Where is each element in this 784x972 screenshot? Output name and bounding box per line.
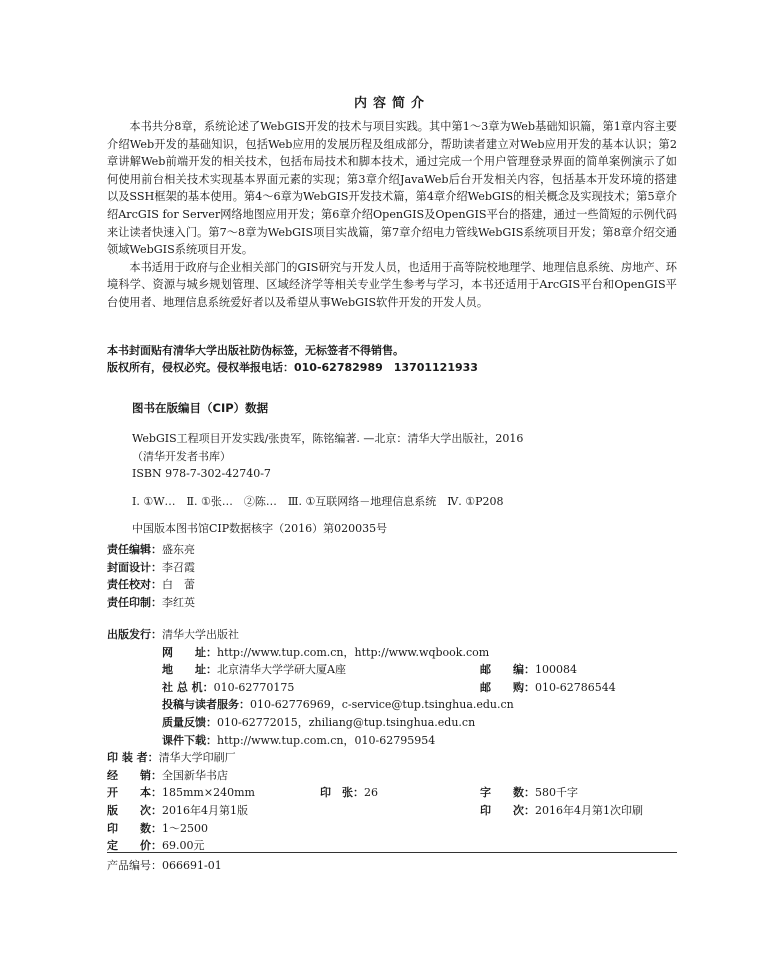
edition-value: 2016年4月第1版 — [162, 803, 248, 817]
publisher-row — [107, 626, 677, 644]
editor-value: 白 蕾 — [162, 578, 195, 591]
edition-label: 版 次： — [107, 803, 162, 817]
editor-label: 封面设计： — [107, 560, 162, 574]
cip-line-isbn: ISBN 978-7-302-42740-7 — [132, 467, 271, 480]
cip-line-record: 中国版本图书馆CIP数据核字（2016）第020035号 — [132, 522, 388, 535]
format-label: 开 本： — [107, 786, 162, 800]
address-label: 地 址： — [162, 663, 217, 677]
printer-row — [107, 749, 677, 767]
format-value: 185mm×240mm — [162, 786, 255, 800]
copies-row — [107, 820, 677, 838]
editor-value: 李红英 — [162, 595, 195, 609]
sheet-value: 26 — [364, 786, 378, 800]
distributor-row — [107, 767, 677, 785]
editor-value: 李召霞 — [162, 560, 195, 574]
switchboard-row — [107, 679, 677, 697]
courseware-row — [107, 732, 677, 750]
edition-row — [107, 802, 677, 820]
quality-feedback-label: 质量反馈： — [162, 715, 217, 729]
editor-row — [107, 576, 195, 594]
website-label: 网 址： — [162, 645, 217, 659]
copyright-hotline: 版权所有，侵权必究。侵权举报电话：010-62782989 13701121933 — [107, 361, 478, 374]
editor-label: 责任校对： — [107, 578, 162, 591]
editor-label: 责任印制： — [107, 595, 162, 609]
quality-feedback-row — [107, 714, 677, 732]
editor-row — [107, 541, 195, 559]
cip-title: 图书在版编目（CIP）数据 — [132, 401, 269, 415]
copyright-notice — [107, 342, 677, 376]
publisher-label: 出版发行： — [107, 628, 162, 641]
switchboard-value: 010-62770175 — [213, 680, 295, 694]
courseware-label: 课件下载： — [162, 733, 217, 747]
intro-paragraph-2: 本书适用于政府与企业相关部门的GIS研究与开发人员，也适用于高等院校地理学、地理信息系统、房地产、环境科学、资源与城乡规划管理、区域经济学等相关专业学生参考与学习，本书还适用于ArcGIS平台和OpenGIS平台使用者、地理信息系统爱好者以及希望从事WebGIS软件开发的开发人员。 — [107, 260, 677, 309]
editor-label: 责任编辑： — [107, 543, 162, 556]
editor-row — [107, 559, 195, 577]
printer-value: 清华大学印刷厂 — [158, 751, 236, 765]
distributor-label: 经 销： — [107, 768, 162, 782]
sheet-label: 印 张： — [320, 786, 364, 800]
website-value: http://www.tup.com.cn，http://www.wqbook.com — [217, 645, 490, 659]
anti-counterfeit-notice: 本书封面贴有清华大学出版社防伪标签，无标签者不得销售。 — [107, 344, 404, 357]
distributor-value: 全国新华书店 — [162, 768, 228, 782]
printer-label: 印 装 者： — [107, 751, 159, 765]
cip-block — [132, 400, 677, 538]
copies-value: 1～2500 — [162, 821, 208, 835]
cip-line-title: WebGIS工程项目开发实践/张贵军，陈铭编著. —北京：清华大学出版社，2016 — [132, 432, 524, 445]
quality-feedback-value: 010-62772015，zhiliang@tup.tsinghua.edu.cn — [217, 715, 476, 729]
editors-block — [107, 541, 195, 611]
publication-info — [107, 626, 677, 855]
reader-service-label: 投稿与读者服务： — [162, 698, 250, 712]
word-count-value: 580千字 — [535, 786, 578, 800]
divider — [107, 852, 677, 853]
intro-section — [107, 118, 677, 312]
address-value: 北京清华大学学研大厦A座 — [217, 663, 346, 677]
editor-row — [107, 594, 195, 612]
impression-value: 2016年4月第1次印刷 — [535, 803, 643, 817]
price-label: 定 价： — [107, 839, 162, 853]
zip-label: 邮 编： — [480, 663, 535, 677]
impression-label: 印 次： — [480, 803, 535, 817]
page-title: 内容简介 — [353, 96, 430, 111]
editor-value: 盛东亮 — [162, 543, 195, 556]
reader-service-value: 010-62776969，c-service@tup.tsinghua.edu.cn — [250, 698, 514, 712]
copies-label: 印 数： — [107, 821, 162, 835]
address-row — [107, 661, 677, 679]
cip-line-series: （清华开发者书库） — [132, 449, 231, 463]
intro-paragraph-1: 本书共分8章，系统论述了WebGIS开发的技术与项目实践。其中第1～3章为Web基础知识篇，第1章内容主要介绍Web开发的基础知识，包括Web应用的发展历程及组成部分，帮助读者建立对Web应用开发的基本认识；第2章讲解Web前端开发的相关技术，包括布局技术和脚本技术，通过完成一个用户管理登录界面的简单案例演示了如何使用前台相关技术实现基本界面元素的实现；第3章介绍JavaWeb后台开发相关内容，包括基本开发环境的搭建以及SSH框架的基本使用。第4～6章为WebGIS开发技术篇，第4章介绍WebGIS的相关概念及实现技术；第5章介绍ArcGIS for Server网络地图应用开发；第6章介绍OpenGIS及OpenGIS平台的搭建，通过一些简短的示例代码来让读者快速入门。第7～8章为WebGIS项目实战篇，第7章介绍电力管线WebGIS系统项目开发；第8章介绍交通领域WebGIS系统项目开发。 — [107, 120, 677, 257]
word-count-label: 字 数： — [480, 786, 535, 800]
publisher-name: 清华大学出版社 — [162, 628, 239, 641]
format-row — [107, 784, 677, 802]
reader-service-row — [107, 696, 677, 714]
cip-line-classification: Ⅰ. ①W… Ⅱ. ①张… ②陈… Ⅲ. ①互联网络－地理信息系统 Ⅳ. ①P208 — [132, 494, 504, 508]
zip-value: 100084 — [535, 663, 577, 677]
switchboard-label: 社 总 机： — [162, 680, 214, 694]
mail-order-label: 邮 购： — [480, 680, 535, 694]
courseware-value: http://www.tup.com.cn，010-62795954 — [217, 733, 436, 747]
product-code: 产品编号：066691-01 — [107, 859, 222, 872]
price-value: 69.00元 — [162, 839, 205, 853]
website-row — [107, 644, 677, 662]
mail-order-value: 010-62786544 — [535, 680, 616, 694]
